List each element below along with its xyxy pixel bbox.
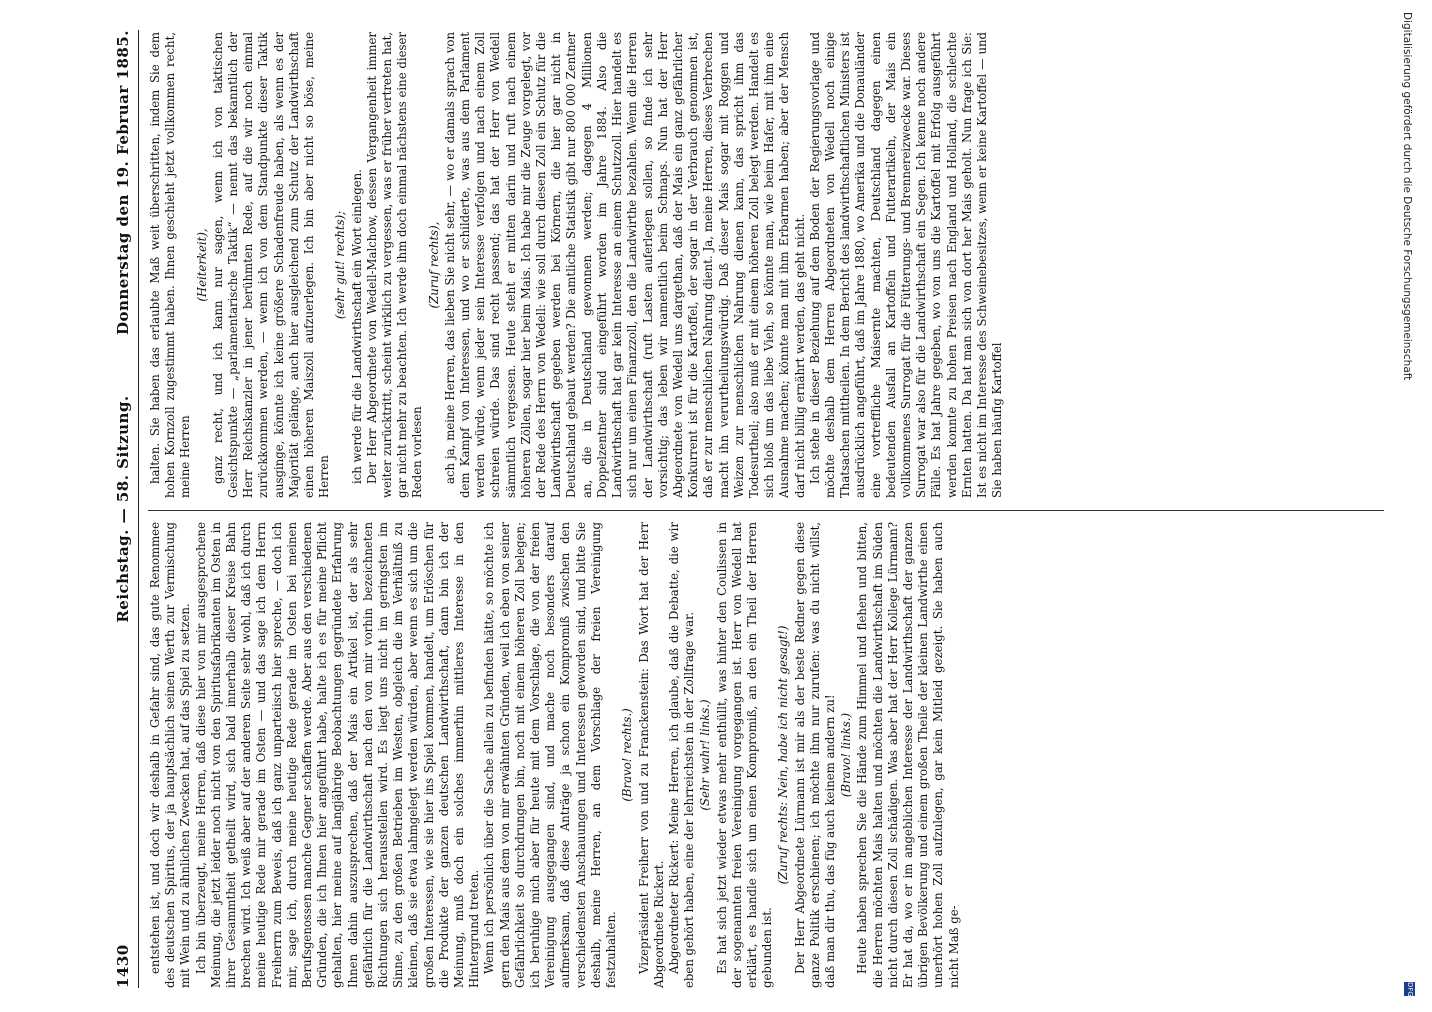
running-title: Reichstag. — 58. Sitzung. <box>114 395 132 623</box>
newspaper-page <box>112 30 1388 988</box>
interjection: (Bravo! rechts.) <box>620 708 635 802</box>
interjection: (Sehr wahr! links.) <box>698 699 713 811</box>
body-paragraph: halten. Sie haben das erlaubte Maß weit überschritten, indem Sie dem hohen Kornzoll zugestimmt haben. Ihnen geschieht jetzt vollkommen recht, meine Herren <box>148 32 193 498</box>
left-column <box>148 522 1388 988</box>
body-paragraph: Ich bin überzeugt, meine Herren, daß diese hier von mir ausgesprochene Meinung, die jetzt leider noch nicht von den Spiritusfabrikanten im Osten in ihrer Gesammtheit getheilt wird, sich bald innerhalb dieser Kreise Bahn brechen wird. Ich weiß aber auf der anderen Seite sehr wohl, daß ich durch meine heutige Rede mir gerade im Osten — und das sage ich dem Herrn Freiherrn zum Beweis, daß ich ganz unparteiisch hier spreche, — doch ich mir, sage ich, durch meine heutige Rede gerade im Osten bei meinen Berufsgenossen manche Gegner schaffen werde. Aber aus den verschiedenen Gründen, die ich Ihnen hier angeführt habe, halte ich es für meine Pflicht gehalten, hier meine auf langjährige Beobachtungen gegründete Erfahrung Ihnen dahin auszusprechen, daß der Mais ein Artikel ist, der als sehr gefährlich für die Landwirthschaft nach den von mir vorhin bezeichneten Richtungen sich herausstellen wird. Es liegt uns nicht im geringsten im Sinne, zu den großen Betrieben im Westen, obgleich die im Verhältniß zu kleinen, daß sie etwa lahmgelegt werden würden, aber wenn es sich um die großen Interessen, wie sie hier ins Spiel kommen, handelt, um Erlöschen für die Produkte der ganzen deutschen Landwirthschaft, dann bin ich der Meinung, muß doch ein solches immerhin mittleres Interesse in den Hintergrund treten. <box>193 522 482 988</box>
issue-date: Donnerstag den 19. Februar 1885. <box>114 30 132 336</box>
header-rule <box>138 30 139 988</box>
body-paragraph: entstehen ist, und doch wir deshalb in Gefahr sind, das gute Renommee des deutschen Spiritus, der ja hauptsächlich seinen Werth zur Vermischung mit Wein und zu ähnlichen Zwecken hat, auf das Spiel zu setzen. <box>148 522 193 988</box>
body-paragraph: ach ja, meine Herren, das lieben Sie nicht sehr, — wo er damals sprach von dem Kampf von Interessen, und wo er schilderte, was aus dem Parlament werden würde, wenn jeder sein Interesse verfolgen und nach einem Zoll schreien würde. Das sind recht passend; das hat der Herr von Wedell sämmtlich vergessen. Heute steht er mitten darin und ruft nach einem höheren Zöllen, sogar hier beim Mais. Ich habe mir die Zeuge vorgelegt, vor der Rede des Herrn von Wedell: wie soll durch diesen Zoll ein Schutz für die Landwirthschaft gegeben werden bei Körnern, die hier gar nicht in Deutschland gebaut werden? Die amtliche Statistik gibt nur 800 000 Zentner an, die in Deutschland gewonnen werden; dagegen 4 Millionen Doppelzentner sind eingeführt worden im Jahre 1884. Also die Landwirthschaft hat gar kein Interesse an einem Schutzzoll. Hier handelt es sich nur um einen Finanzzoll, den die Landwirthe bezahlen. Wenn die Herren der Landwirthschaft (ruft Lasten auferlegen sollen, so finde ich sehr vorsichtig; das leben wir namentlich beim Schnaps. Nun hat der Herr Abgeordnete von Wedell uns dargethan, daß der Mais ein ganz gefährlicher Konkurrent ist für die Kartoffel, der sogar in der Verbrauch genommen ist, daß er zur menschlichen Nahrung dient. Ja, meine Herren, dieses Verbrechen macht ihn verurtheilungswürdig. Daß dieser Mais sogar mit Roggen und Weizen zur menschlichen Nahrung dienen kann, das spricht ihm das Todesurtheil; also muß er mit einem höheren Zoll belegt werden. Handelt es sich bloß um das liebe Vieh, so könnte man, wie beim Hafer, mit ihm eine Ausnahme machen; könnte man mit ihm Erbarmen haben; aber der Mensch darf nicht billig ernährt werden, das geht nicht. <box>442 32 807 498</box>
credit-text: Digitalisierung gefördert durch die Deutsche Forschungsgemeinschaft <box>1401 12 1413 381</box>
body-paragraph: Der Herr Abgeordnete Lürmann ist mir als der beste Redner gegen diese ganze Politik erschienen; ich möchte ihm nur zurufen: was du nicht willst, daß man dir thu, das füg auch keinem andern zu! <box>792 522 837 988</box>
body-paragraph: ich werde für die Landwirthschaft ein Wort einlegen. <box>349 169 364 484</box>
interjection: (Zuruf rechts: Nein, habe ich nicht gesagt!) <box>776 625 791 885</box>
body-paragraph: Heute haben sprechen Sie die Hände zum Himmel und flehen und bitten, die Herren möchten Mais halten und möchten die Landwirthschaft im Süden nicht durch diesen Zoll schädigen. Was aber hat der Herr Kollege Lürmann? Er hat da, wo er im angeblichen Interesse der Landwirthschaft der ganzen übrigen Bevölkerung und einem großen Theile der kleinen Landwirthe einen unerhört hohen Zoll aufzulegen, gar kein Mitleid gezeigt. Sie haben auch nicht Maß ge- <box>855 522 961 988</box>
body-paragraph: Ich stehe in dieser Beziehung auf dem Boden der Regierungsvorlage und möchte deshalb dem Herren Abgeordneten von Wedell noch einige Thatsachen mittheilen. In dem Bericht des landwirthschaftlichen Ministers ist ausdrücklich angeführt, daß im Jahre 1880, wo Amerika und die Donauländer eine vortreffliche Maisernte machten, Deutschland dagegen einen bedeutenden Ausfall an Kartoffeln und Futterartikeln, der Mais ein vollkommenes Surrogat für die Fütterungs- und Brennereizwecke war. Dieses Surrogat war also für die Landwirthschaft ein Segen. Ich kenne noch andere Fälle. Es hat Jahre gegeben, wo von uns die Kartoffel mit Erfolg ausgeführt werden konnte zu hohen Preisen nach England und Holland, die schlechte Ernten hatten. Da hat man sich von dort her Mais geholt. Nun frage ich Sie: Ist es nicht im Interesse des Schweinebesitzes, wenn er keine Kartoffel — und Sie haben häufig Kartoffel <box>807 32 1005 498</box>
interjection: (sehr gut! rechts); <box>333 210 348 320</box>
interjection: (Heiterkeit), <box>194 228 209 302</box>
interjection: (Bravo! links.) <box>839 712 854 798</box>
body-paragraph: Wenn ich persönlich über die Sache allein zu befinden hätte, so möchte ich gern den Mais aus dem von mir erwähnten Gründen, weil ich eben von seiner Gefährlichkeit so durchdrungen bin, noch mit einem höheren Zoll belegen; ich beruhige mich aber für heute mit dem Vorschlage, die von der freien Vereinigung ausgegangen sind, und mache noch besonders darauf aufmerksam, daß diese Anträge ja schon ein Kompromiß zwischen den verschiedensten Anschauungen und Interessen geworden sind, und bitte Sie deshalb, meine Herren, an dem Vorschlage der freien Vereinigung festzuhalten. <box>482 522 619 988</box>
dfg-logo-icon: DFG <box>1406 982 1414 997</box>
speaker-paragraph: Abgeordneter Rickert: Meine Herren, ich glaube, daß die Debatte, die wir eben gehört haben, eine der lehrreichsten in der Zollfrage war. <box>666 522 697 988</box>
page-number: 1430 <box>114 944 132 988</box>
body-paragraph: ganz recht, und ich kann nur sagen, wenn ich von taktischen Gesichtspunkte — „parlamentarische Taktik“ — nennt das bekanntlich der Herr Reichskanzler in jener berühmten Rede, auf die wir noch einmal zurückkommen werden, — wenn ich von dem Standpunkte dieser Taktik ausginge, könnte ich keine größere Schadenfreude haben, als wenn es der Majorität gelänge, auch hier ausgleichend zum Schutz der Landwirthschaft einen höheren Maiszoll aufzuerlegen. Ich bin aber nicht so böse, meine Herren <box>210 32 332 498</box>
column-divider <box>148 510 1384 511</box>
interjection: (Zuruf rechts), <box>426 221 441 309</box>
body-paragraph: Es hat sich jetzt wieder etwas mehr enthüllt, was hinter den Coulissen in der sogenannten freien Vereinigung vorgegangen ist. Herr von Wedell hat erklärt, es handle sich um einen Kompromiß, an den ein Theil der Herren gebunden ist. <box>714 522 775 988</box>
speaker-paragraph: Vizepräsident Freiherr von und zu Franckenstein: Das Wort hat der Herr Abgeordnete Rickert. <box>636 522 666 988</box>
body-paragraph: Der Herr Abgeordnete von Wedell-Malchow, dessen Vergangenheit immer weiter zurücktritt, scheint wirklich zu vergessen, was er früher vertreten hat, gar nicht mehr zu beachten. Ich werde ihm doch einmal nächstens eine dieser Reden vorlesen <box>364 32 425 498</box>
digitization-credit <box>1400 12 1416 1012</box>
page-header <box>112 30 146 988</box>
right-column <box>148 32 1388 498</box>
